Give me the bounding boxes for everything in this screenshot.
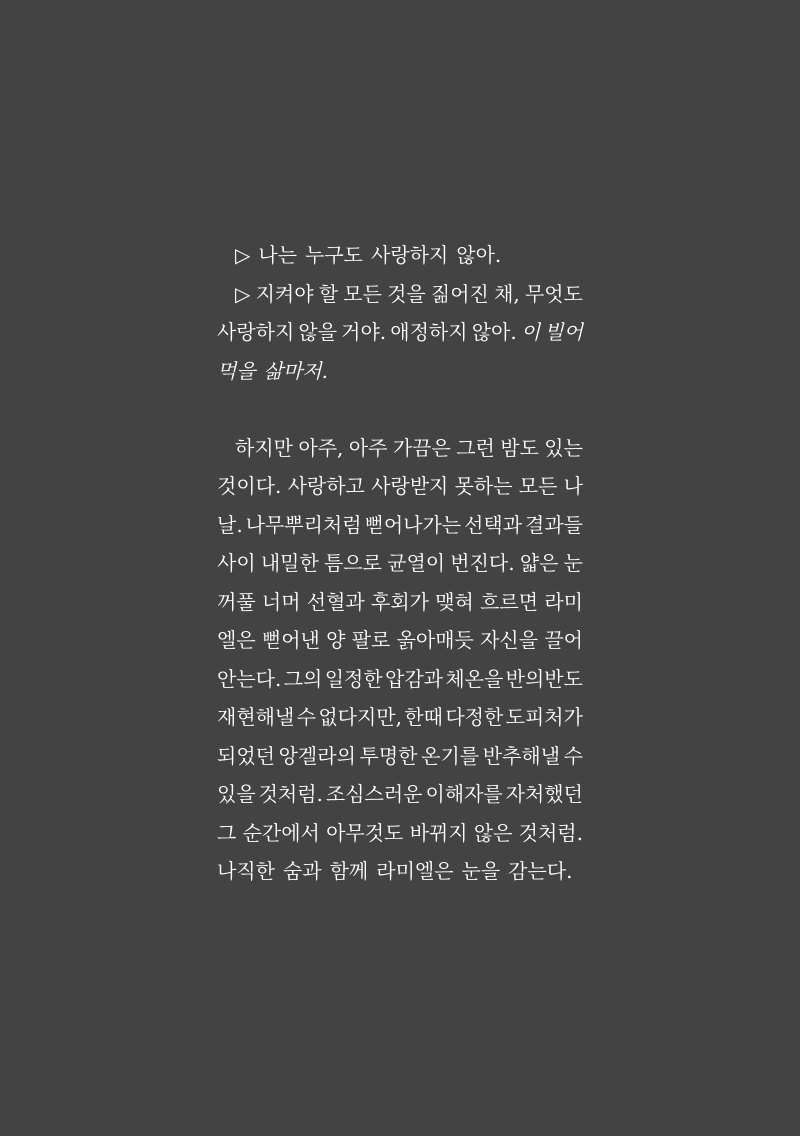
word: 재현해낼 <box>217 705 295 729</box>
word: 밤도 <box>500 435 539 460</box>
word: 끌어 <box>544 628 583 652</box>
word: 것을 <box>387 281 426 306</box>
word: 양 <box>326 628 346 652</box>
word: 눈을 <box>461 859 501 883</box>
text-line <box>217 467 583 506</box>
word: 일정한 <box>324 666 383 691</box>
word: 한때 <box>404 705 443 729</box>
word: 모든 <box>343 281 382 306</box>
word: 아주 <box>348 435 388 460</box>
word: 그의 <box>283 666 323 691</box>
word: 반의반도 <box>505 666 583 691</box>
word: 사랑하지 <box>371 243 449 267</box>
paragraph <box>217 275 583 391</box>
paragraph-gap <box>217 390 583 429</box>
word: 무엇도 <box>524 281 583 306</box>
word: 옭아매듯 <box>396 628 474 652</box>
word: 하지만 <box>235 435 293 460</box>
word: 자처했던 <box>505 782 583 806</box>
word: 후회가 <box>371 589 429 614</box>
word: 사이 <box>217 551 256 575</box>
word: 할 <box>318 281 339 306</box>
word: 채, <box>494 281 520 306</box>
word: 않아. <box>471 320 517 344</box>
word: 있는 <box>544 435 583 460</box>
word: 누구도 <box>305 243 363 267</box>
word: 맺혀 <box>435 589 474 614</box>
word: 나직한 <box>217 859 275 883</box>
word: 결과들 <box>525 512 583 537</box>
word: 순간에서 <box>242 820 320 845</box>
word: 흐르면 <box>480 589 539 614</box>
word: 않아. <box>456 243 502 267</box>
word: 먹을 <box>217 358 256 383</box>
word: 짊어진 <box>430 281 489 306</box>
text-line <box>217 236 583 275</box>
word: 눈 <box>563 551 583 575</box>
word: 사랑하고 <box>287 474 365 498</box>
word: 안는다. <box>217 666 282 691</box>
word: 사랑하지 <box>217 320 295 344</box>
word: 반추해낼 <box>482 743 561 768</box>
word: 라미엘은 <box>376 859 454 883</box>
word: 것처럼. <box>258 782 323 806</box>
word: 얇은 <box>519 551 559 575</box>
text-line <box>217 814 583 853</box>
paragraph <box>217 429 583 891</box>
word: 지켜야 <box>255 281 314 306</box>
word: 못하는 <box>454 474 513 498</box>
word: 틈으로 <box>323 551 382 575</box>
word: 엘은 <box>217 628 256 652</box>
word: 내밀한 <box>260 551 319 575</box>
word: 번진다. <box>450 551 515 575</box>
text-line <box>217 275 583 314</box>
word: 자신을 <box>480 628 539 652</box>
word: 압감과 <box>385 666 443 691</box>
word: 숨과 <box>282 859 322 883</box>
word: 사랑받지 <box>371 474 449 498</box>
word: 팔로 <box>351 628 391 652</box>
word: 수 <box>296 705 316 729</box>
body-text <box>217 236 583 891</box>
text-line <box>217 621 583 660</box>
word: 온기를 <box>421 743 480 768</box>
word: 모든 <box>518 474 558 498</box>
word: 애정하지 <box>390 320 468 344</box>
word: 그런 <box>456 435 495 460</box>
word: 것이다. <box>217 474 282 498</box>
word: 아무것도 <box>326 820 404 845</box>
word: 나무뿌리처럼 <box>245 512 362 537</box>
text-line <box>217 737 583 776</box>
text-line <box>217 352 583 391</box>
word: 그 <box>217 820 237 845</box>
text-line <box>217 429 583 468</box>
text-line <box>217 506 583 545</box>
word: 것처럼. <box>518 820 583 845</box>
word: 거야. <box>341 320 387 344</box>
word: 감는다. <box>508 859 573 883</box>
word: 선택과 <box>464 512 523 537</box>
word: 함께 <box>329 859 369 883</box>
word: 나는 <box>258 243 298 267</box>
word: 뻗어낸 <box>261 628 320 652</box>
word: 도피처가 <box>505 705 583 729</box>
word: 이 <box>520 320 541 344</box>
triangle-bullet-icon: ▷ <box>235 243 251 267</box>
word: 빌어 <box>544 320 583 344</box>
word: 수 <box>563 743 583 768</box>
word: 조심스러운 <box>325 782 423 806</box>
text-line <box>217 660 583 699</box>
word: 나 <box>563 474 583 498</box>
word: 앙겔라의 <box>278 743 356 768</box>
word: 않은 <box>473 820 513 845</box>
word: 이해자를 <box>425 782 503 806</box>
text-line <box>217 313 583 352</box>
paragraph <box>217 236 583 275</box>
triangle-bullet-icon: ▷ <box>235 281 251 306</box>
word: 아주, <box>298 435 344 460</box>
text-line <box>217 698 583 737</box>
word: 투명한 <box>359 743 418 768</box>
word: 꺼풀 <box>217 589 256 614</box>
word: 선혈과 <box>306 589 365 614</box>
word: 없다지만, <box>318 705 402 729</box>
text-line <box>217 775 583 814</box>
word: 삶마저. <box>263 358 328 383</box>
word: 너머 <box>261 589 301 614</box>
word: 않을 <box>298 320 338 344</box>
word: 날. <box>217 512 243 537</box>
word: 바뀌지 <box>409 820 468 845</box>
text-line <box>217 583 583 622</box>
word: 체온을 <box>445 666 504 691</box>
word: 가끔은 <box>392 435 451 460</box>
word: 뻗어나가는 <box>364 512 462 537</box>
text-line <box>217 852 583 891</box>
word: 라미 <box>544 589 583 614</box>
word: 다정한 <box>445 705 504 729</box>
text-line <box>217 544 583 583</box>
word: 균열이 <box>387 551 446 575</box>
word: 있을 <box>217 782 256 806</box>
word: 되었던 <box>217 743 275 768</box>
